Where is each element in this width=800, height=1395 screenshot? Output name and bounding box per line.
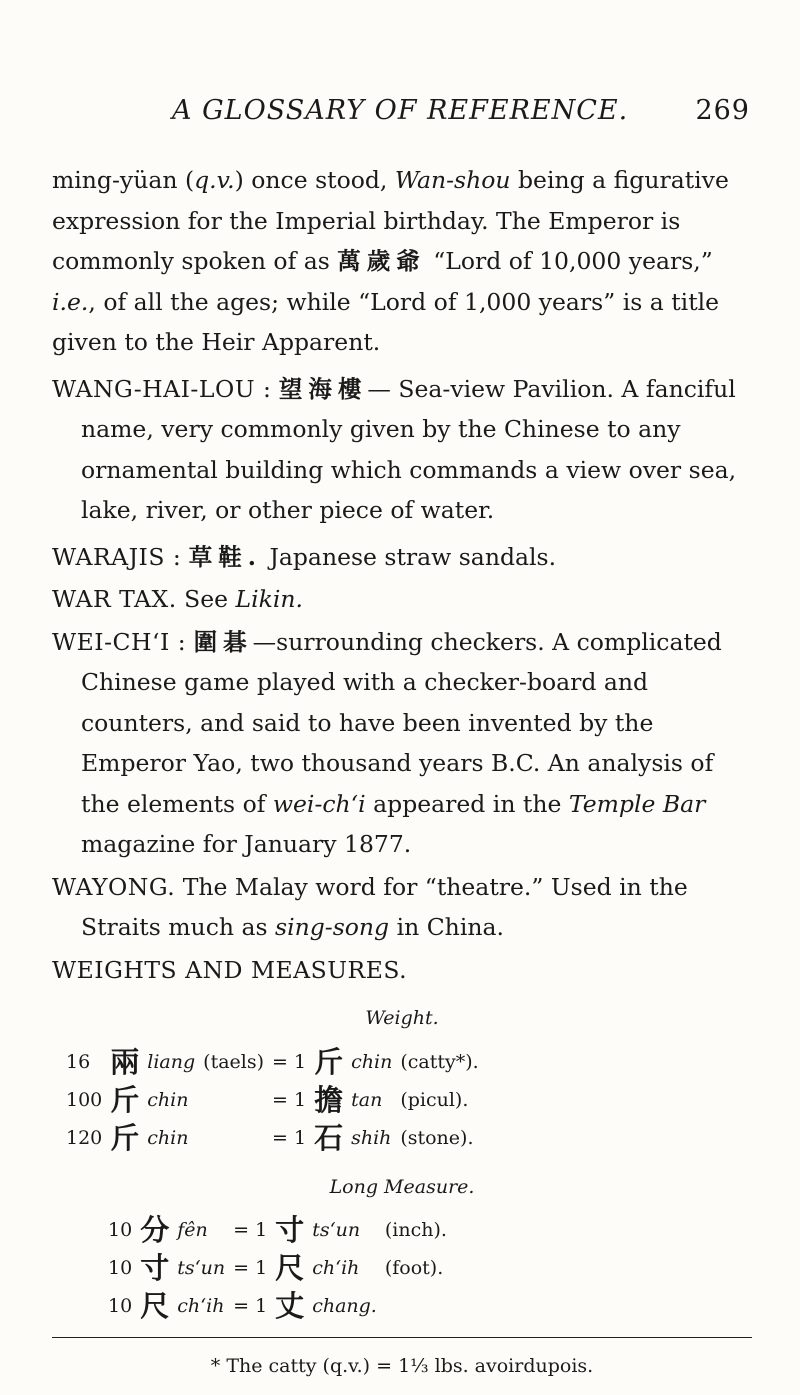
- unit-english: (inch).: [384, 1219, 447, 1241]
- definition: Japanese straw sandals.: [261, 542, 557, 571]
- unit-english: (taels): [203, 1050, 265, 1073]
- measure-row: [62, 1043, 483, 1081]
- term: sing-song: [275, 913, 390, 941]
- chinese-unit: 兩: [110, 1044, 140, 1079]
- cross-ref: q.v.: [194, 166, 235, 194]
- headword: WEI-CH‘I :: [52, 627, 187, 656]
- chinese-unit: 斤: [314, 1044, 344, 1079]
- unit-romanized: ts‘un: [177, 1257, 226, 1279]
- text: ming-yüan (: [52, 166, 195, 194]
- unit-romanized: chin: [351, 1050, 393, 1073]
- unit-english: (catty*).: [400, 1050, 479, 1073]
- definition: —surrounding checkers. A complicated Chinese game played with a checker-board and counters, and said to have been invented by the Emperor Yao, two thousand years B.C. An analysis of the elements of: [81, 627, 722, 818]
- quantity: 10: [108, 1219, 133, 1241]
- headword: WEIGHTS AND MEASURES.: [52, 955, 408, 984]
- text: appeared in the: [365, 789, 569, 818]
- measure-row: [104, 1249, 451, 1287]
- measure-row: [104, 1287, 451, 1325]
- chinese-unit: 石: [314, 1120, 344, 1155]
- entry-war-tax: [52, 579, 752, 620]
- chinese-unit: 丈: [275, 1289, 305, 1323]
- chinese-characters: 望海樓: [278, 374, 368, 403]
- unit-romanized: ch‘ih: [177, 1295, 225, 1317]
- entry-wang-hai-lou: [52, 369, 752, 531]
- text: magazine for January 1877.: [81, 830, 412, 858]
- quantity: 16: [66, 1050, 91, 1073]
- unit-english: [199, 1119, 268, 1157]
- unit-english: (foot).: [384, 1257, 444, 1279]
- text: , of all the ages; while “Lord of 1,000 years” is a title given to the Heir Apparent.: [52, 287, 720, 356]
- equals: = 1: [233, 1295, 268, 1317]
- chinese-unit: 擔: [314, 1082, 344, 1117]
- weight-table: [62, 1043, 483, 1157]
- unit-romanized: fên: [177, 1219, 208, 1241]
- chinese-unit: 尺: [275, 1251, 305, 1285]
- text: See: [176, 585, 236, 613]
- unit-romanized: ts‘un: [312, 1219, 361, 1241]
- term: Wan-shou: [394, 166, 511, 194]
- unit-romanized: ch‘ih: [312, 1257, 360, 1279]
- entry-continuation: [52, 160, 752, 363]
- headword: WAR TAX.: [52, 585, 177, 613]
- term: wei-ch‘i: [272, 789, 366, 818]
- abbrev: i.e.: [52, 287, 89, 316]
- text: being a figurative expression for the Imperial birthday. The Emperor is commonly spoken of as: [52, 166, 729, 275]
- definition: — Sea-view Pavilion. A fanciful name, very commonly given by the Chinese to any ornamental building which commands a view over sea, lake, river, or other piece of water.: [81, 374, 737, 524]
- quantity: 100: [66, 1088, 103, 1111]
- headword: WARAJIS :: [52, 542, 182, 571]
- unit-english: [381, 1287, 451, 1325]
- text: “Lord of 10,000 years,”: [425, 247, 713, 275]
- quantity: 10: [108, 1257, 133, 1279]
- weight-heading: Weight.: [365, 1007, 439, 1029]
- equals: = 1: [272, 1088, 307, 1111]
- unit-romanized: liang: [147, 1050, 196, 1073]
- headword: WANG-HAI-LOU :: [52, 374, 272, 403]
- headword: WAYONG.: [52, 872, 176, 901]
- chinese-unit: 寸: [140, 1251, 170, 1285]
- unit-english: (stone).: [400, 1126, 474, 1149]
- cross-ref: Likin.: [235, 585, 304, 613]
- equals: = 1: [233, 1257, 268, 1279]
- equals: = 1: [272, 1126, 307, 1149]
- definition: The Malay word for “theatre.” Used in the Straits much as: [81, 872, 688, 941]
- footnote-divider: [52, 1337, 752, 1338]
- unit-romanized: chin: [147, 1126, 189, 1149]
- equals: = 1: [233, 1219, 268, 1241]
- chinese-characters: 圍碁: [193, 627, 253, 656]
- footnote: * The catty (q.v.) = 1⅓ lbs. avoirdupois.: [210, 1355, 594, 1377]
- long-measure-heading: Long Measure.: [329, 1175, 475, 1198]
- quantity: 10: [108, 1295, 133, 1317]
- page-number: 269: [695, 95, 750, 126]
- chinese-characters: 萬歲爺: [337, 247, 426, 275]
- long-measure-table: [104, 1211, 451, 1325]
- equals: = 1: [272, 1050, 307, 1073]
- unit-romanized: tan: [351, 1088, 383, 1111]
- chinese-characters: 草鞋.: [188, 542, 262, 571]
- chinese-unit: 斤: [110, 1082, 140, 1117]
- entry-wayong: [52, 867, 752, 948]
- measure-row: [62, 1119, 483, 1157]
- unit-romanized: shih: [351, 1126, 392, 1149]
- unit-english: [199, 1081, 268, 1119]
- glossary-body: [52, 160, 752, 1387]
- entry-warajis: [52, 537, 752, 578]
- chinese-unit: 尺: [140, 1289, 170, 1323]
- unit-english: (picul).: [400, 1088, 469, 1111]
- magazine-title: Temple Bar: [568, 789, 706, 818]
- measure-row: [62, 1081, 483, 1119]
- text: in China.: [389, 913, 504, 941]
- quantity: 120: [66, 1126, 103, 1149]
- unit-romanized: chang.: [312, 1295, 377, 1317]
- entry-weights-and-measures: [52, 950, 752, 991]
- measure-row: [104, 1211, 451, 1249]
- chinese-unit: 寸: [275, 1213, 305, 1247]
- text: ) once stood,: [234, 166, 395, 194]
- entry-wei-chi: [52, 622, 752, 865]
- chinese-unit: 分: [140, 1213, 170, 1247]
- unit-romanized: chin: [147, 1088, 189, 1111]
- running-title: A GLOSSARY OF REFERENCE.: [172, 95, 629, 126]
- chinese-unit: 斤: [110, 1120, 140, 1155]
